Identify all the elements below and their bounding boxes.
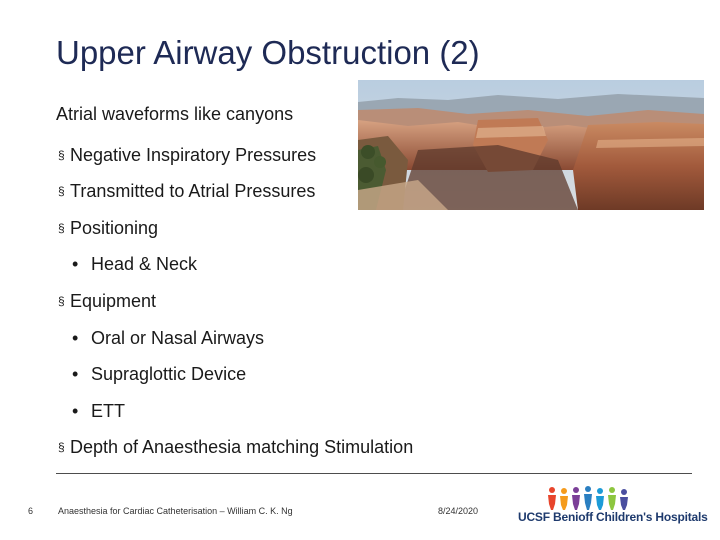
sub-bullet-dot-icon: • (72, 401, 79, 421)
bullet-marker-icon: § (58, 184, 65, 198)
bullet-text: Equipment (70, 291, 157, 311)
footer-date: 8/24/2020 (438, 506, 479, 516)
sub-bullet-supraglottic (72, 364, 246, 385)
sub-bullet-head-neck (72, 254, 197, 275)
bullet-transmitted-pressures (58, 181, 315, 202)
bullet-marker-icon: § (58, 148, 65, 162)
children-figures-icon (546, 486, 630, 510)
bullet-equipment (58, 291, 156, 312)
bullet-marker-icon: § (58, 294, 65, 308)
sub-bullet-ett (72, 401, 125, 422)
sub-bullet-airways (72, 328, 264, 349)
slide-title: Upper Airway Obstruction (2) (56, 34, 480, 71)
bullet-positioning (58, 218, 158, 239)
bullet-text: Transmitted to Atrial Pressures (70, 181, 316, 201)
footer-divider (56, 473, 692, 474)
bullet-text: Positioning (70, 218, 159, 238)
ucsf-benioff-logo (518, 486, 708, 526)
bullet-marker-icon: § (58, 440, 65, 454)
page-number: 6 (28, 506, 34, 516)
bullet-text: Negative Inspiratory Pressures (70, 145, 317, 165)
bullet-marker-icon: § (58, 221, 65, 235)
sub-bullet-text: Oral or Nasal Airways (91, 328, 265, 348)
logo-text: UCSF Benioff Children's Hospitals (518, 510, 708, 524)
sub-bullet-dot-icon: • (72, 254, 79, 274)
footer-presentation-title: Anaesthesia for Cardiac Catheterisation – William C. K. Ng (58, 506, 293, 516)
sub-bullet-dot-icon: • (72, 328, 79, 348)
bullet-depth-anaesthesia (58, 437, 413, 458)
sub-bullet-text: ETT (91, 401, 125, 421)
canyon-landscape-photo (358, 80, 704, 210)
intro-text: Atrial waveforms like canyons (56, 104, 294, 124)
bullet-text: Depth of Anaesthesia matching Stimulation (70, 437, 414, 457)
sub-bullet-dot-icon: • (72, 364, 79, 384)
bullet-negative-pressures (58, 145, 316, 166)
sub-bullet-text: Head & Neck (91, 254, 198, 274)
sub-bullet-text: Supraglottic Device (91, 364, 247, 384)
